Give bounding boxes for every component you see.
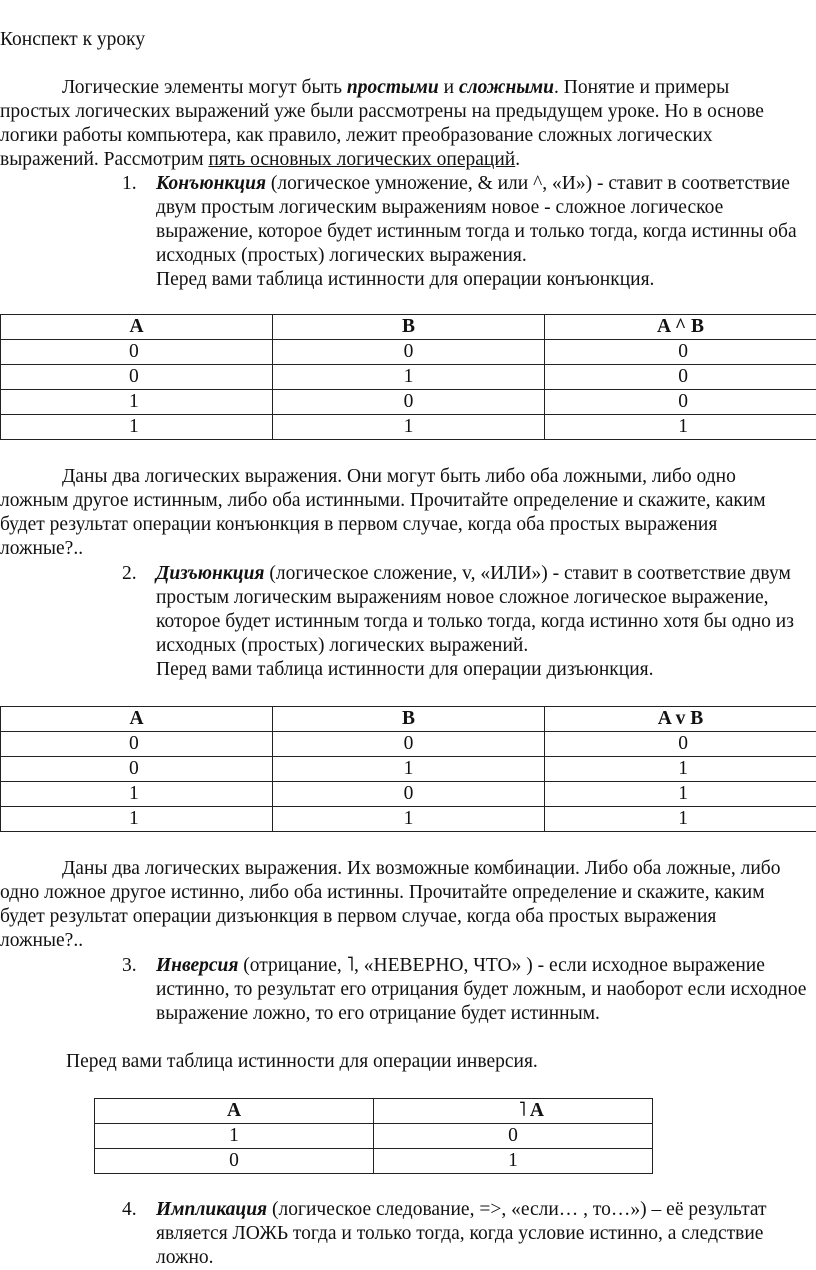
table-cell: 1 (374, 1149, 653, 1174)
truth-table-inversion (94, 1098, 653, 1174)
table-cell: 0 (545, 365, 816, 390)
table-cell: 1 (273, 807, 545, 832)
intro-conjunction: и (438, 77, 459, 98)
list-item-inversion (122, 954, 816, 1026)
intro-underlined-phrase: пять основных логических операций (208, 149, 516, 170)
table-cell: 0 (545, 340, 816, 365)
definition-inversion (156, 954, 816, 1026)
table-cell: 0 (95, 1149, 374, 1174)
table-cell: 0 (273, 340, 545, 365)
table-row (95, 1149, 653, 1174)
definition-text: (логическое сложение, v, «ИЛИ») - ставит в соответствие двум простым логическим выражениям новое сложное логическое выражение, которое будет истинным тогда и только тогда, когда истинно хотя бы одно из исходных (простых) логических выражений. (156, 563, 794, 656)
list-item-conjunction (122, 172, 816, 292)
header-cell: A (1, 707, 273, 732)
table-row (1, 340, 816, 365)
table-row (1, 807, 816, 832)
table-cell: 1 (95, 1124, 374, 1149)
truth-table-disjunction (0, 706, 816, 832)
table-cell: 1 (273, 415, 545, 440)
truth-table-conjunction (0, 314, 816, 440)
list-number: 2. (122, 563, 137, 584)
term-inversion: Инверсия (156, 955, 239, 976)
list-number: 1. (122, 173, 137, 194)
table-row (1, 757, 816, 782)
definition-conjunction (156, 172, 816, 268)
definition-disjunction (156, 562, 816, 658)
definition-implication (156, 1198, 816, 1270)
table-cell: 1 (1, 390, 273, 415)
table-cell: 1 (545, 782, 816, 807)
table-cell: 0 (273, 732, 545, 757)
table-intro-conjunction: Перед вами таблица истинности для операции конъюнкция. (156, 269, 655, 290)
intro-term-complex: сложными (458, 77, 555, 98)
definition-text: (отрицание, ˥, «НЕВЕРНО, ЧТО» ) - если исходное выражение истинно, то результат его отрицания будет ложным, и наоборот если исходное выражение ложно, то его отрицание будет истинным. (156, 955, 807, 1024)
paragraph-after-conjunction: Даны два логических выражения. Они могут быть либо оба ложными, либо одно ложным другое истинным, либо оба истинными. Прочитайте определение и скажите, каким будет результат операции конъюнкция в первом случае, когда оба простых выражения ложные?.. (0, 466, 766, 559)
list-number: 3. (122, 955, 137, 976)
header-cell: A v B (545, 707, 816, 732)
table-row (1, 782, 816, 807)
table-cell: 0 (273, 390, 545, 415)
term-disjunction: Дизъюнкция (156, 563, 265, 584)
table-cell: 0 (545, 732, 816, 757)
table-intro-disjunction: Перед вами таблица истинности для операции дизъюнкция. (156, 659, 654, 680)
term-implication: Импликация (156, 1199, 268, 1220)
table-cell: 1 (545, 415, 816, 440)
header-cell: ˥ A (374, 1099, 653, 1124)
list-item-implication (122, 1198, 816, 1270)
table-cell: 1 (273, 757, 545, 782)
header-cell: A (1, 315, 273, 340)
header-cell: B (273, 707, 545, 732)
table-row (1, 365, 816, 390)
table-row (1, 415, 816, 440)
table-cell: 1 (1, 807, 273, 832)
table-cell: 1 (545, 807, 816, 832)
list-item-disjunction (122, 562, 816, 682)
table-cell: 0 (1, 340, 273, 365)
document-title: Конспект к уроку (0, 29, 146, 50)
intro-text-middle: . Понятие и примеры простых логических выражений уже были рассмотрены на предыдущем уроке. Но в основе логики работы компьютера, как правило, лежит преобразование сложных логических выражений. Рассмотрим (0, 77, 764, 170)
intro-text-end: . (515, 149, 521, 170)
table-cell: 0 (374, 1124, 653, 1149)
table-row (95, 1124, 653, 1149)
table-cell: 0 (1, 732, 273, 757)
definition-text: (логическое следование, =>, «если… , то…») – её результат является ЛОЖЬ тогда и только тогда, когда условие истинно, а следствие ложно. (156, 1199, 767, 1268)
intro-text-start: Логические элементы могут быть (62, 77, 347, 98)
table-cell: 1 (545, 757, 816, 782)
intro-term-simple: простыми (346, 77, 439, 98)
definition-text: (логическое умножение, & или ^, «И») - ставит в соответствие двум простым логическим выражениям новое - сложное логическое выражение, которое будет истинным тогда и только тогда, когда истинны оба исходных (простых) логических выражения. (156, 173, 797, 266)
table-row (1, 732, 816, 757)
table-cell: 1 (1, 415, 273, 440)
table-intro-inversion: Перед вами таблица истинности для операции инверсия. (66, 1051, 538, 1072)
table-header-row (1, 707, 816, 732)
table-cell: 1 (273, 365, 545, 390)
header-cell: A (95, 1099, 374, 1124)
table-cell: 0 (545, 390, 816, 415)
paragraph-after-disjunction: Даны два логических выражения. Их возможные комбинации. Либо оба ложные, либо одно ложное другое истинно, либо оба истинны. Прочитайте определение и скажите, каким будет результат операции дизъюнкция в первом случае, когда оба простых выражения ложные?.. (0, 858, 781, 951)
table-row (1, 390, 816, 415)
table-cell: 0 (1, 757, 273, 782)
table-cell: 0 (273, 782, 545, 807)
term-conjunction: Конъюнкция (156, 173, 267, 194)
table-cell: 0 (1, 365, 273, 390)
header-cell: A ^ B (545, 315, 816, 340)
table-header-row (95, 1099, 653, 1124)
list-number: 4. (122, 1199, 137, 1220)
intro-paragraph (0, 76, 800, 172)
header-cell: B (273, 315, 545, 340)
table-cell: 1 (1, 782, 273, 807)
table-header-row (1, 315, 816, 340)
